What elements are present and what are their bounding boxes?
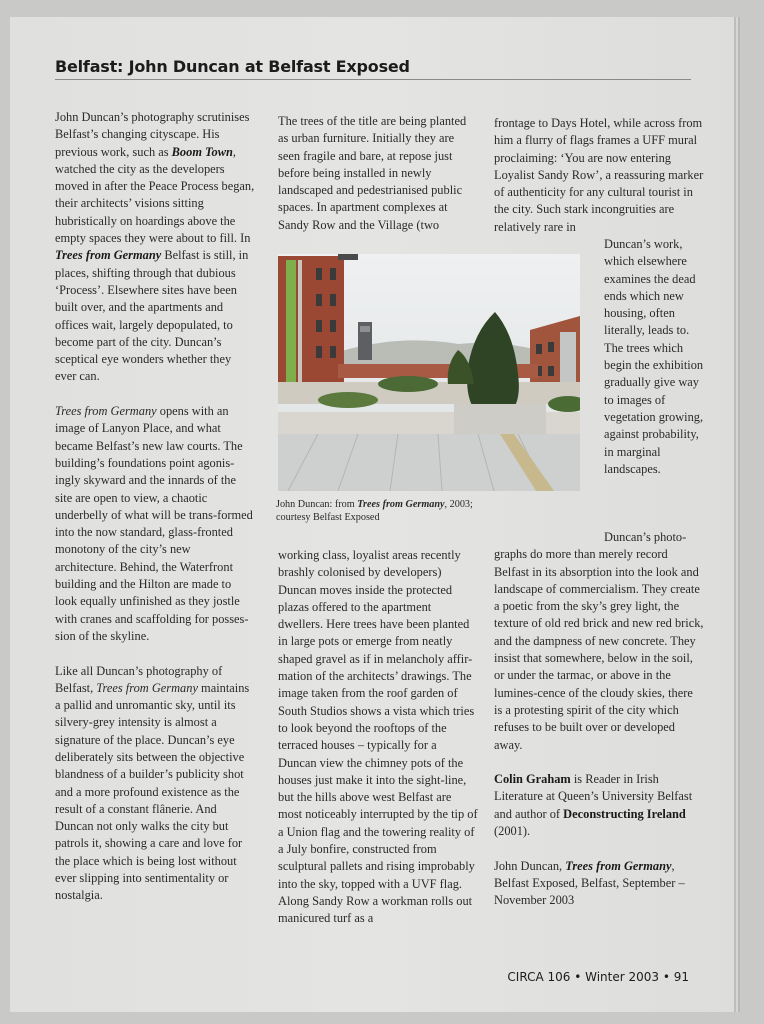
col3-top-text: frontage to Days Hotel, while across from him a flurry of flags frames a UFF mural proclaiming: ‘You are now entering Loyalist Sandy Row’, a reassuring marker of authenticity for any cultural tourist in the city. Such stark incongruities are relatively rare in <box>494 116 704 234</box>
article-header <box>55 57 691 80</box>
photo-caption: John Duncan: from Trees from Germany, 2003; courtesy Belfast Exposed <box>276 499 473 523</box>
article-title: Belfast: John Duncan at Belfast Exposed <box>55 57 410 76</box>
column-3-narrow <box>604 236 704 478</box>
article-photo <box>278 254 580 491</box>
column-2-top <box>278 113 478 234</box>
col1-paragraph-2: Trees from Germany opens with an image of Lanyon Place, and what became Belfast’s new law courts. The building’s foundations point agonis-ingly skyward and the innards of the site are open to view, a chaotic underbelly of what will be trans-formed into the now standard, glass-fronted monotony of the city’s new architecture. Behind, the Waterfront building and the Hilton are made to look equally unfinished as they jostle with cranes and scaffolding for posses-sion of the skyline. <box>55 404 253 643</box>
photo-illustration <box>278 254 580 491</box>
magazine-page <box>10 17 734 1012</box>
column-2-bottom <box>278 547 478 928</box>
exhibition-info: John Duncan, Trees from Germany, Belfast Exposed, Belfast, September – November 2003 <box>494 858 685 908</box>
column-3-top <box>494 115 704 236</box>
col3-narrow-text: Duncan’s work, which elsewhere examines the dead ends which new housing, often literally, leads to. The trees which begin the exhibition gradually give way to images of vegetation growing, against probability, in marginal landscapes. <box>604 237 704 476</box>
col2-bottom-text: working class, loyalist areas recently brashly colonised by developers) Duncan moves inside the protected plazas offered to the apartment dwellers. Here trees have been planted in large pots or emerge from neatly shaped gravel as if in melancholy affir-mation of the architects’ drawings. The image taken from the roof garden of South Studios shows a vista which tries to look beyond the rooftops of the terraced houses – typically for a Duncan view the chimney pots of the houses just make it into the sight-line, but the hills above west Belfast are most noticeably interrupted by the tip of a Union flag and the towering reality of a July bonfire, constructed from sculptural pallets and rising improbably into the sky, topped with a UVF flag. Along Sandy Row a workman rolls out manicured turf as a <box>278 548 478 926</box>
column-3-bottom <box>494 529 704 910</box>
column-1 <box>55 109 255 905</box>
author-bio: Colin Graham is Reader in Irish Literature at Queen’s University Belfast and author of Deconstructing Ireland (2001). <box>494 772 693 839</box>
page-footer: CIRCA 106 • Winter 2003 • 91 <box>507 970 689 984</box>
col2-top-text: The trees of the title are being planted as urban furniture. Initially they are seen fragile and bare, at repose just before being installed in newly landscaped and pedestrianised public spaces. In apartment complexes at Sandy Row and the Village (two <box>278 114 467 232</box>
col1-paragraph-3: Like all Duncan’s photography of Belfast, Trees from Germany maintains a pallid and unromantic sky, until its silvery-grey intensity is almost a signature of the place. Duncan’s eye deliberately sits between the objective blandness of a builder’s publicity shot and a more profound existence as the result of a constant flânerie. And Duncan not only walks the city but patrols it, showing a care and love for the place which is being lost without ever slipping into sentimentality or nostalgia. <box>55 663 250 903</box>
col3-paragraph-2: Duncan’s photo-graphs do more than merely record Belfast in its absorption into the look and landscape of commercialism. They create a poetic from the sky’s grey light, the texture of old red brick and new red brick, and the dampness of new concrete. They insist that somewhere, below in the soil, or under the tarmac, or above in the lumines-cence of the cloudy skies, there is a protesting spirit of the city which refuses to be built over or developed away. <box>494 530 704 752</box>
col1-paragraph-1: John Duncan’s photography scrutinises Belfast’s changing cityscape. His previous work, such as Boom Town, watched the city as the developers moved in after the Peace Process began, their architects’ visions sitting hubristically on hoardings above the empty spaces they were about to fill. In Trees from Germany Belfast is still, in places, shifting through that dubious ‘Process’. Elsewhere sites have been built over, and the apartments and offices wait, largely depopulated, to become part of the city. Duncan’s sceptical eye wonders whether they ever can. <box>55 110 255 384</box>
